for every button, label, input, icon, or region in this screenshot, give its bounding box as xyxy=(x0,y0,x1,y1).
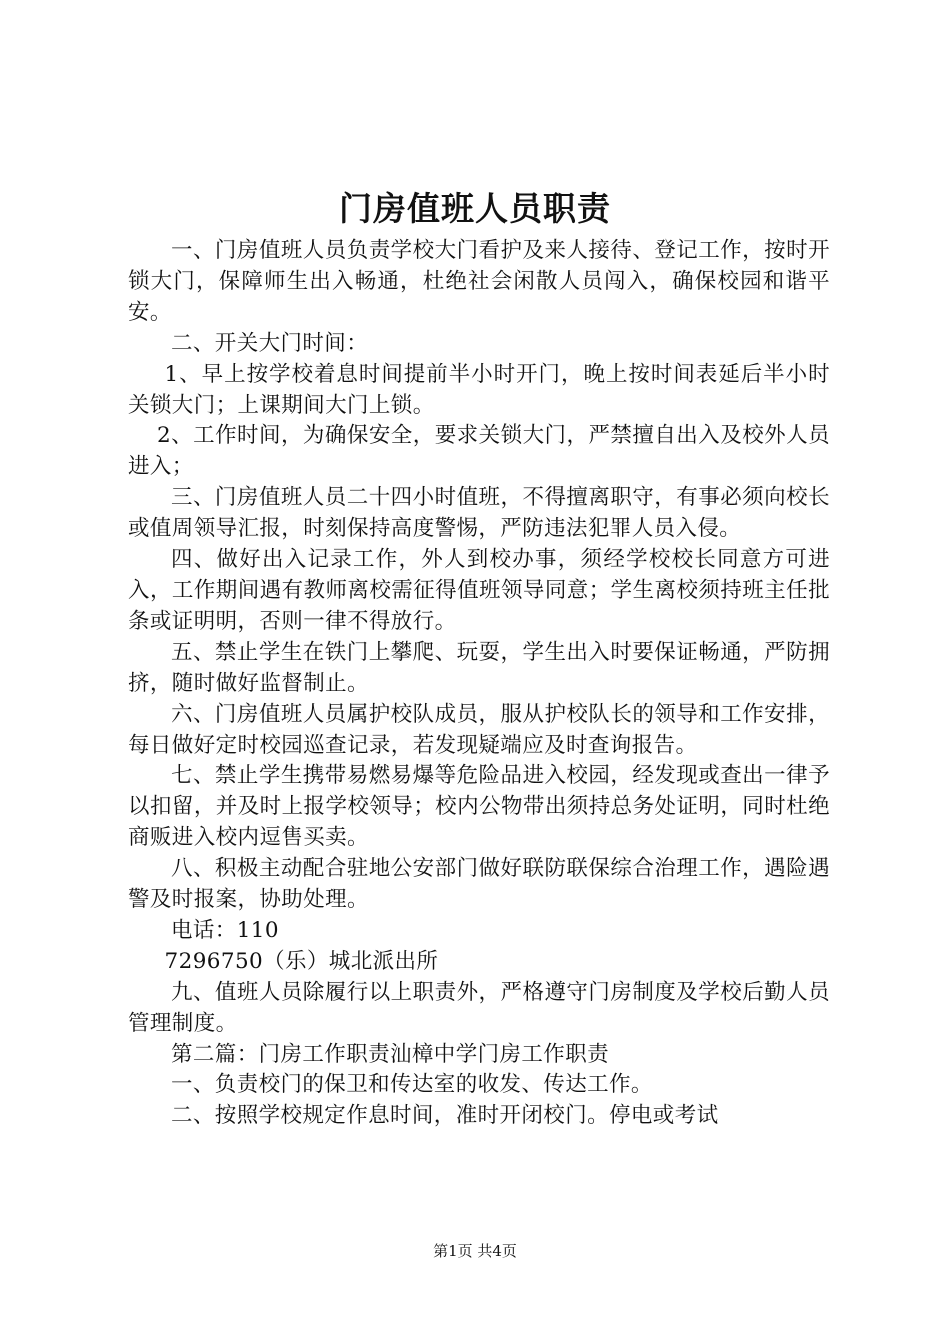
paragraph-duty-7: 七、禁止学生携带易燃易爆等危险品进入校园，经发现或查出一律予以扣留，并及时上报学校领导；校内公物带出须持总务处证明，同时杜绝商贩进入校内逗售买卖。 xyxy=(128,763,830,851)
paragraph-duty-1: 一、门房值班人员负责学校大门看护及来人接待、登记工作，按时开锁大门，保障师生出入畅通，杜绝社会闲散人员闯入，确保校园和谐平安。 xyxy=(128,238,830,325)
paragraph-duty-8: 八、积极主动配合驻地公安部门做好联防联保综合治理工作，遇险遇警及时报案，协助处理。 xyxy=(128,856,830,913)
paragraph-duty-6: 六、门房值班人员属护校队成员，服从护校队长的领导和工作安排，每日做好定时校园巡查记录，若发现疑端应及时查询报告。 xyxy=(128,701,830,758)
paragraph-duty-5: 五、禁止学生在铁门上攀爬、玩耍，学生出入时要保证畅通，严防拥挤，随时做好监督制止。 xyxy=(128,639,830,696)
paragraph-gate-hours-heading: 二、开关大门时间： xyxy=(171,330,369,356)
paragraph-section-2-title: 第二篇：门房工作职责汕樟中学门房工作职责 xyxy=(171,1041,610,1067)
paragraph-police-station: 7296750（乐）城北派出所 xyxy=(164,948,439,974)
document-title: 门房值班人员职责 xyxy=(339,189,611,228)
paragraph-duty-4: 四、做好出入记录工作，外人到校办事，须经学校校长同意方可进入，工作期间遇有教师离校需征得值班领导同意；学生离校须持班主任批条或证明明，否则一律不得放行。 xyxy=(128,547,830,634)
paragraph-duty-9: 九、值班人员除履行以上职责外，严格遵守门房制度及学校后勤人员管理制度。 xyxy=(128,979,830,1036)
paragraph-gate-hours-1: 1、早上按学校着息时间提前半小时开门，晚上按时间表延后半小时关锁大门；上课期间大门上锁。 xyxy=(128,361,830,418)
paragraph-section-2-item-2: 二、按照学校规定作息时间，准时开闭校门。停电或考试 xyxy=(171,1103,719,1129)
paragraph-phone: 电话：110 xyxy=(171,917,279,943)
page-footer: 第1页 共4页 xyxy=(433,1242,517,1260)
document-body xyxy=(128,236,830,1132)
paragraph-gate-hours-2: 2、工作时间，为确保安全，要求关锁大门，严禁擅自出入及校外人员进入； xyxy=(128,423,830,480)
paragraph-duty-3: 三、门房值班人员二十四小时值班，不得擅离职守，有事必须向校长或值周领导汇报，时刻保持高度警惕，严防违法犯罪人员入侵。 xyxy=(128,485,830,542)
paragraph-section-2-item-1: 一、负责校门的保卫和传达室的收发、传达工作。 xyxy=(171,1072,653,1098)
